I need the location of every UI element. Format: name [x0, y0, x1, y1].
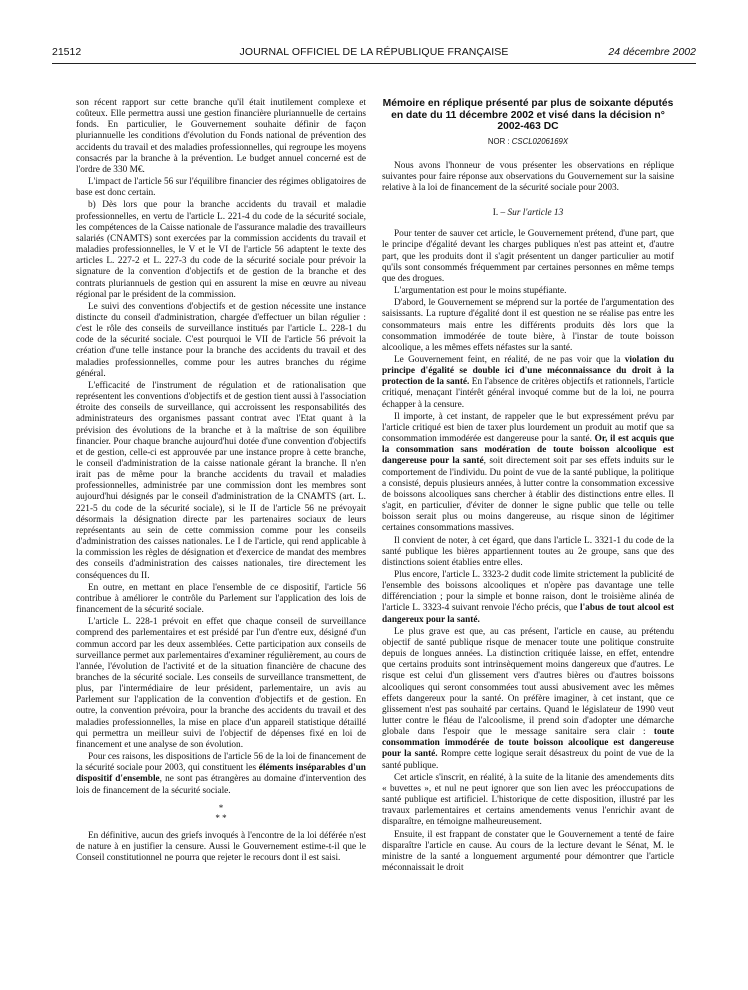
page-number: 21512: [52, 46, 82, 58]
paragraph: b) Dès lors que pour la branche accidents du travail et maladie professionnelles, en vertu de l'article L. 221-4 du code de la sécurité sociale, les compétences de la Caisse nationale de l'assurance maladie des travailleurs salariés (CNAMTS) sont exercées par la commission accidents du travail et maladies professionnelles, le V et le VI de l'article 56 adaptent le texte des articles L. 227-2 et L. 227-3 du code de la sécurité sociale pour prévoir la signature de la convention d'objectifs et de gestion de la branche et des contrats pluriannuels de gestion qui en assurent la mise en œuvre au niveau régional par le président de la commission.: [76, 200, 366, 300]
intro-paragraph: Nous avons l'honneur de vous présenter les observations en réplique suivantes pour faire réponse aux observations du Gouvernement sur la saisine relative à la loi de financement de la sécurité sociale pour 2003.: [382, 160, 674, 193]
section-heading: [382, 208, 674, 219]
paragraph: son récent rapport sur cette branche qu'il était inutilement complexe et coûteux. Elle permettra aussi une gestion financière pluriannuelle de certains fonds. En particulier, le Gouvernement souhaite définir de façon pluriannuelle les conditions d'évolution du Fonds national de prévention des accidents du travail et des maladies professionnelles, qui regroupe les moyens consacrés par la branche à la prévention. Le budget annuel concerné est de l'ordre de 330 M€.: [76, 98, 366, 175]
paragraph: Ensuite, il est frappant de constater que le Gouvernement a tenté de faire disparaître l'article en cause. Au cours de la lecture devant le Sénat, M. le ministre de la santé a longuement argumenté pour démontrer que l'article méconnaissait le droit: [382, 829, 674, 874]
paragraph: L'argumentation est pour le moins stupéfiante.: [394, 286, 567, 297]
paragraph: Cet article s'inscrit, en réalité, à la suite de la litanie des amendements dits « buvettes », et nul ne peut ignorer que son lien avec les préoccupations de santé publique est artificiel. L'historique de cette disposition, illustré par les travaux parlementaires et certains amendements venus l'enrichir avant de disparaître, en témoigne malheureusement.: [382, 772, 674, 828]
document-title: Mémoire en réplique présenté par plus de soixante députés en date du 11 décembre 2002 et visé dans la décision n° 2002-463 DC: [382, 98, 674, 132]
page-header: [52, 46, 696, 62]
text-run: Plus encore, l'article L. 3323-2 dudit code limite strictement la publicité de l'ensemble des boissons alcooliques et n'opère pas davantage une telle différenciation ; pour la simple et bonne raison, dont le troisième alinéa de l'article L. 3323-4 suivant renvoie l'écho précis, que: [382, 569, 674, 614]
section-title: Sur l'article 13: [507, 208, 564, 219]
bold-text: Or, il est acquis que la consommation sans modération de toute boisson alcoolique est dangereuse pour la santé: [382, 434, 674, 467]
paragraph: D'abord, le Gouvernement se méprend sur la portée de l'argumentation des saisissants. La rupture d'égalité dont il est question ne se réalise pas entre les consommateurs mais entre les différents produits dès lors que la consommation immodérée de toute bière, à l'instar de toute boisson alcoolique, a les mêmes effets néfastes sur la santé.: [382, 298, 674, 353]
text-run: En l'absence de critères objectifs et rationnels, l'article critiqué, menaçant l'intérêt général invoqué comme but de la loi, ne pourra échapper à la censure.: [382, 377, 674, 410]
right-column: [382, 98, 674, 950]
paragraph: L'article L. 228-1 prévoit en effet que chaque conseil de surveillance comprend des parlementaires et est présidé par l'un d'entre eux, désigné d'un commun accord par les deux assemblées. Cette participation aux conseils de surveillance permet aux parlementaires d'examiner régulièrement, au cours de l'année, l'évolution de l'activité et de la situation financière de chacune des branches de la sécurité sociale. Les conseils de surveillance transmettent, de plus, par l'intermédiaire de leur président, parlementaire, un avis au Parlement sur l'application de la convention d'objectifs et de gestion. En outre, la convention prévoira, pour la branche des accidents du travail et des maladies professionnelles, la mise en place d'un appareil statistique détaillé qui permettra un meilleur suivi de l'objectif de dépenses fixé en loi de financement et une analyse de son évolution.: [76, 617, 366, 750]
paragraph: Pour tenter de sauver cet article, le Gouvernement prétend, d'une part, que le principe d'égalité devant les charges publiques n'est pas atteint et, d'autre part, que les produits dont il s'agit présentent un danger particulier au motif qu'ils sont consommés fréquemment par certaines personnes en même temps que des drogues.: [382, 229, 674, 284]
bold-text: violation du principe d'égalité se double ici d'une méconnaissance du droit à la protection de la santé.: [382, 355, 674, 388]
section-number: I. –: [492, 208, 506, 219]
text-run: Rompre cette logique serait désastreux du point de vue de la santé publique.: [382, 749, 674, 771]
text-run: Le plus grave est que, au cas présent, l'article en cause, au prétendu objectif de santé publique risque de menacer toute une politique construite depuis de longues années. La distinction critiquée laisse, en effet, entendre que certains produits sont intrinsèquement moins dangereux que d'autres. Le risque est celui d'un glissement vers d'autres bières ou d'autres boissons alcooliques qui seront consommées tout aussi abusivement avec les mêmes effets dangereux pour la santé. On préfère imaginer, à cet instant, que ce glissement n'est pas souhaité par certains. Quand le législateur de 1990 veut lutter contre le fléau de l'alcoolisme, il prend soin d'adopter une démarche globale dans l'espoir que le message sanitaire sera clair :: [382, 626, 674, 738]
text-run: , ne sont pas étrangères au domaine d'intervention des lois de financement de la sécurité sociale.: [76, 774, 366, 796]
journal-title: JOURNAL OFFICIEL DE LA RÉPUBLIQUE FRANÇAISE: [239, 46, 509, 58]
paragraph: [382, 627, 674, 772]
paragraph: [76, 752, 366, 797]
nor-label: NOR :: [487, 136, 510, 146]
nor-code: CSCL0206169X: [511, 136, 569, 146]
paragraph: Il convient de noter, à cet égard, que dans l'article L. 3321-1 du code de la santé publique les bières appartiennent toutes au 2e groupe, sans que des distinctions soient établies entre elles.: [382, 535, 674, 568]
bold-text: éléments inséparables d'un dispositif d'ensemble: [76, 763, 366, 785]
paragraph: L'impact de l'article 56 sur l'équilibre financier des régimes obligatoires de base est donc certain.: [76, 177, 366, 199]
text-run: Il importe, à cet instant, de rappeler que le but expressément prévu par l'article critiqué est bien de taxer plus lourdement un produit au motif que sa consommation immodérée est dangereuse pour la santé.: [382, 411, 674, 445]
text-run: Pour ces raisons, les dispositions de l'article 56 de la loi de financement de la sécurité sociale pour 2003, qui constituent les: [76, 752, 366, 774]
nor-reference: [382, 136, 674, 147]
paragraph: En outre, en mettant en place l'ensemble de ce dispositif, l'article 56 contribue à améliorer le contrôle du Parlement sur l'application des lois de financement de la sécurité sociale.: [76, 582, 366, 616]
separator-stars: * *: [215, 812, 227, 823]
paragraph: [382, 412, 674, 535]
paragraph: [382, 570, 674, 626]
header-rule: [52, 63, 696, 64]
text-run: , soit directement soit par ses effets induits sur le comportement de l'individu. Du point de vue de la santé publique, la politique a consisté, depuis plusieurs années, à lutter contre la consommation excessive de boissons alcooliques sans chercher à établir des distinctions entre elles. Il s'agit, en particulier, d'éviter de donner le signe public que telle ou telle boisson serait plus ou moins dangereuse, au risque sinon de légitimer certaines consommations massives.: [382, 456, 674, 534]
text-run: Le Gouvernement feint, en réalité, de ne pas voir que la: [394, 355, 625, 365]
separator-star: *: [218, 802, 224, 813]
left-column: [76, 98, 366, 950]
paragraph: [382, 355, 674, 411]
bold-text: l'abus de tout alcool est dangereux pour la santé.: [382, 603, 674, 625]
issue-date: 24 décembre 2002: [608, 46, 696, 58]
paragraph: L'efficacité de l'instrument de régulation et de rationalisation que représentent les conventions d'objectifs et de gestion tient aussi à l'association étroite des conseils de surveillance, qui accroissent les responsabilités des administrateurs des organismes passant contrat avec l'Etat quant à la prévision des évolutions de la branche et à la maîtrise de son équilibre financier. Pour chaque branche aujourd'hui dotée d'une convention d'objectifs et de gestion, celle-ci est approuvée par une instance propre à cette branche, le conseil d'administration de la caisse nationale gérant la branche. Il n'en irait pas de même pour la branche accidents du travail et maladies professionnelles, administrée par une commission dont les membres sont aujourd'hui désignés par le conseil d'administration de la CNAMTS (art. L. 221-5 du code de la sécurité sociale), si le II de l'article 56 ne prévoyait désormais la désignation directe par les partenaires sociaux de leurs représentants au sein de cette commission comme pour les conseils d'administration des caisses nationales. Le I de l'article, qui rend applicable à la commission les règles de désignation et d'exercice de mandat des membres des conseils d'administration des caisses nationales, tire directement les conséquences du II.: [76, 380, 366, 581]
section-separator: [76, 803, 366, 823]
closing-paragraph: En définitive, aucun des griefs invoqués à l'encontre de la loi déférée n'est de nature à en justifier la censure. Aussi le Gouvernement estime-t-il que le Conseil constitutionnel ne pourra que rejeter le recours dont il est saisi.: [76, 830, 366, 863]
bold-text: toute consommation immodérée de toute boisson alcoolique est dangereuse pour la santé.: [382, 727, 674, 760]
paragraph: Le suivi des conventions d'objectifs et de gestion nécessite une instance distincte du conseil d'administration, chargée d'effectuer un bilan régulier : c'est le rôle des conseils de surveillance institués par l'article L. 228-1 du code de la sécurité sociale. C'est pourquoi le VII de l'article 56 prévoit la création d'une telle instance pour la branche des accidents du travail et des maladies professionnelles, comme pour les autres branches du régime général.: [76, 301, 366, 379]
